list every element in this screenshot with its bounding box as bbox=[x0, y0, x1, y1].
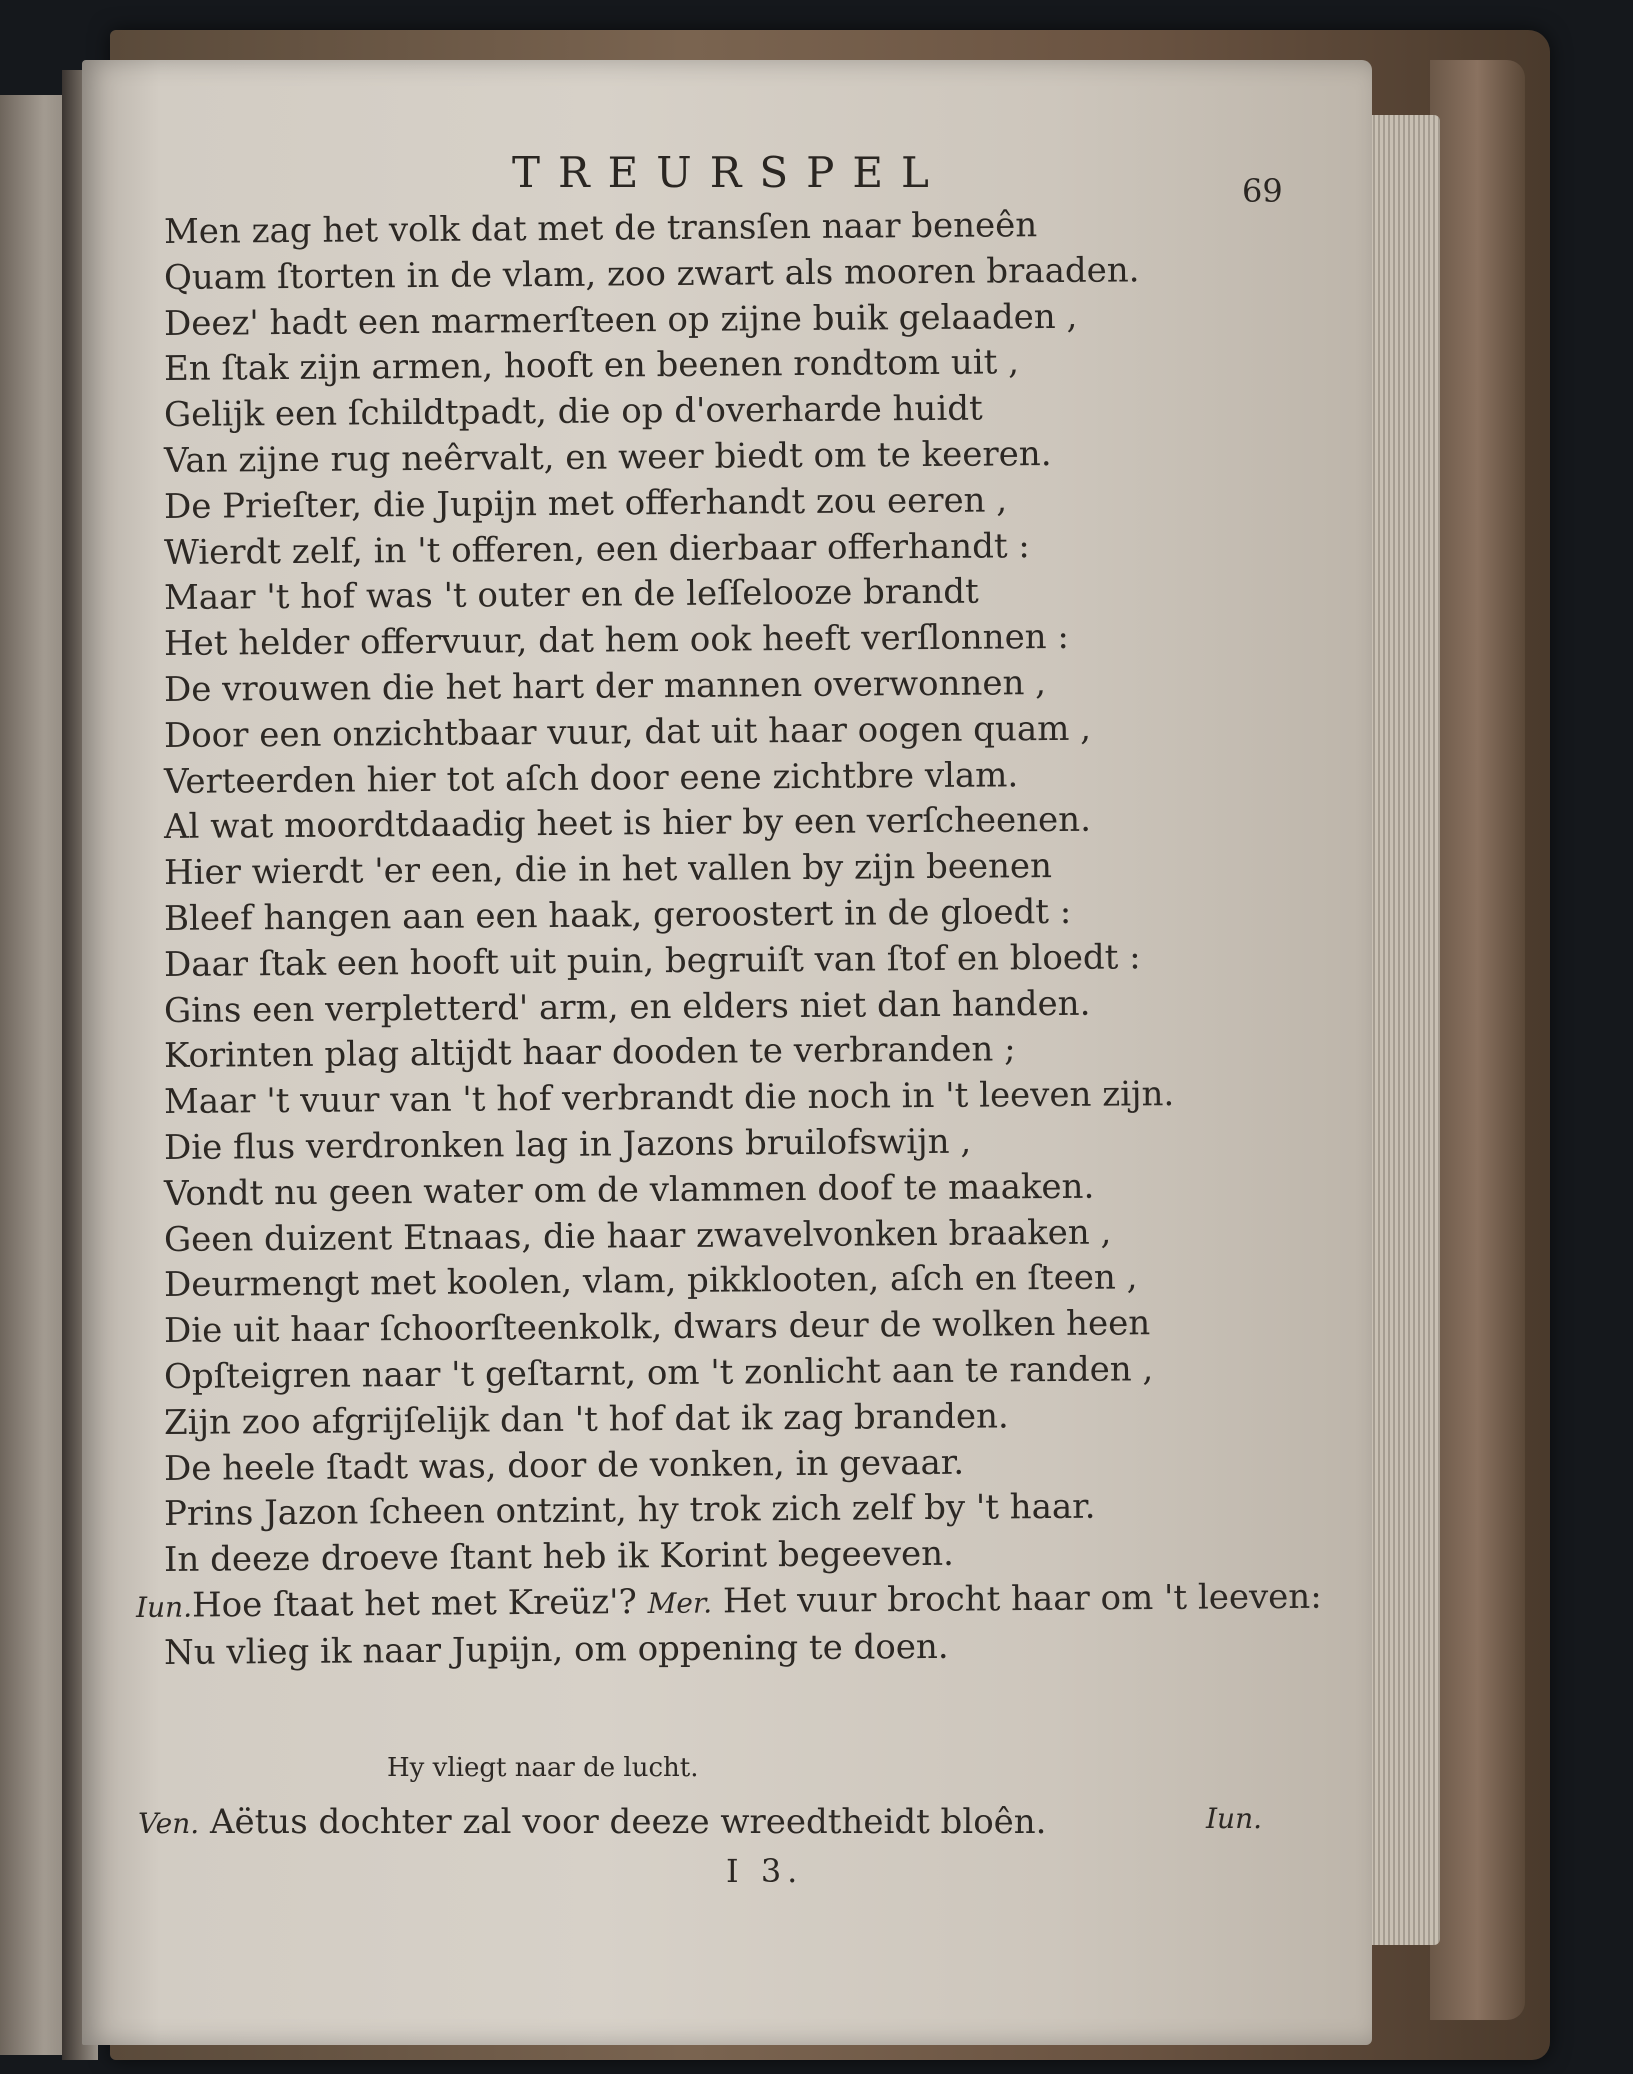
line-text: Gelijk een ſchildtpadt, die op d'overharde huidt bbox=[163, 388, 983, 436]
verse-line bbox=[164, 1621, 1344, 1676]
line-text: Maar 't hof was 't outer en de leſſelooze brandt bbox=[163, 571, 979, 619]
line-text: Deez' hadt een marmerſteen op zijne buik gelaaden , bbox=[163, 296, 1078, 344]
running-head: TREURSPEL bbox=[512, 148, 947, 197]
line-text: Door een onzichtbaar vuur, dat uit haar oogen quam , bbox=[163, 708, 1092, 756]
speaker-name: Iun. bbox=[135, 1590, 193, 1624]
line-text: Men zag het volk dat met de transſen naar beneên bbox=[163, 205, 1038, 252]
line-text: Het helder offervuur, dat hem ook heeft verſlonnen : bbox=[163, 617, 1070, 665]
signature-mark: I 3. bbox=[726, 1852, 804, 1890]
line-text: Van zijne rug neêrvalt, en weer biedt om te keeren. bbox=[163, 434, 1052, 481]
line-text: Deurmengt met koolen, vlam, pikklooten, aſch en ſteen , bbox=[163, 1257, 1138, 1306]
line-text: Daar ſtak een hooft uit puin, begruiſt van ſtof en bloedt : bbox=[163, 937, 1141, 985]
page-number: 69 bbox=[1242, 172, 1283, 210]
line-text: Opſteigren naar 't geſtarnt, om 't zonlicht aan te randen , bbox=[163, 1349, 1154, 1397]
line-text: Het vuur brocht haar om 't leeven: bbox=[722, 1576, 1322, 1622]
page-edges bbox=[1360, 115, 1440, 1945]
line-text: Zijn zoo afgrijſelijk dan 't hof dat ik zag branden. bbox=[163, 1396, 1009, 1443]
line-text: In deeze droeve ſtant heb ik Korint begeeven. bbox=[163, 1533, 955, 1581]
speaker-name: Ven. bbox=[138, 1807, 200, 1840]
line-text: Gins een verpletterd' arm, en elders niet dan handen. bbox=[163, 983, 1091, 1031]
catchword: Iun. bbox=[1206, 1802, 1263, 1835]
line-text: Vondt nu geen water om de vlammen doof te maaken. bbox=[163, 1166, 1095, 1214]
dialogue-line bbox=[138, 1802, 1047, 1842]
line-text: Aëtus dochter zal voor deeze wreedtheidt bloên. bbox=[209, 1802, 1047, 1842]
line-text: Prins Jazon ſcheen ontzint, hy trok zich zelf by 't haar. bbox=[163, 1486, 1096, 1535]
line-text: Verteerden hier tot aſch door eene zichtbre vlam. bbox=[163, 754, 1019, 802]
book-spine bbox=[1430, 60, 1525, 2020]
line-text: Bleef hangen aan een haak, geroostert in de gloedt : bbox=[163, 891, 1072, 939]
line-text: De vrouwen die het hart der mannen overwonnen , bbox=[163, 663, 1047, 710]
book-page bbox=[82, 60, 1372, 2045]
line-text: Die uit haar ſchoorſteenkolk, dwars deur de wolken heen bbox=[163, 1303, 1151, 1352]
line-text: De heele ſtadt was, door de vonken, in gevaar. bbox=[163, 1442, 965, 1489]
line-text: Al wat moordtdaadig heet is hier by een verſcheenen. bbox=[163, 800, 1092, 848]
speaker-name: Mer. bbox=[647, 1586, 713, 1620]
line-text: Maar 't vuur van 't hof verbrandt die noch in 't leeven zijn. bbox=[163, 1074, 1175, 1123]
line-text: Die flus verdronken lag in Jazons bruilofswijn , bbox=[163, 1121, 972, 1168]
line-text: Korinten plag altijdt haar dooden te verbranden ; bbox=[163, 1029, 1016, 1077]
line-text: Nu vlieg ik naar Jupijn, om oppening te doen. bbox=[163, 1626, 949, 1673]
line-text: Wierdt zelf, in 't offeren, een dierbaar offerhandt : bbox=[163, 525, 1030, 573]
line-text: Geen duizent Etnaas, die haar zwavelvonken braaken , bbox=[163, 1212, 1112, 1260]
verse-block bbox=[135, 205, 1344, 1677]
stage-direction: Hy vliegt naar de lucht. bbox=[387, 1753, 699, 1783]
line-text: En ſtak zijn armen, hooft en beenen rondtom uit , bbox=[163, 342, 1020, 390]
line-text: Quam ſtorten in de vlam, zoo zwart als mooren braaden. bbox=[163, 250, 1140, 298]
line-text: De Prieſter, die Jupijn met offerhandt zou eeren , bbox=[163, 480, 1008, 527]
line-text: Hier wierdt 'er een, die in het vallen by zijn beenen bbox=[163, 846, 1053, 894]
line-text: Hoe ſtaat het met Kreüz'? bbox=[191, 1581, 637, 1626]
